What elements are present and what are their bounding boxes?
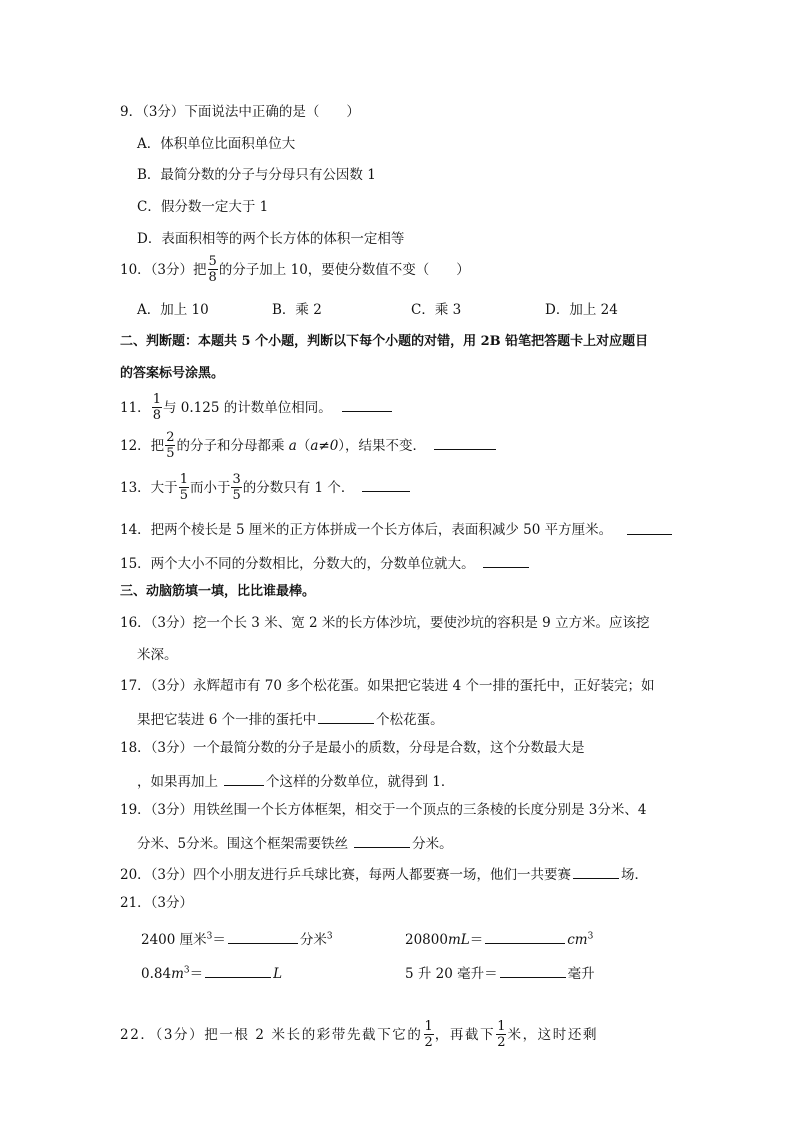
question-12-mid: 的分子和分母都乘: [176, 438, 289, 454]
exponent: 3: [183, 965, 190, 976]
fraction-1-2: [496, 1020, 506, 1049]
exponent: 3: [587, 931, 594, 942]
answer-blank[interactable]: [205, 963, 271, 978]
answer-blank[interactable]: [318, 709, 374, 724]
equals-sign: ＝: [469, 932, 484, 948]
fraction-denominator: 5: [179, 488, 188, 503]
question-10-option-c: C．乘 3: [411, 302, 462, 318]
question-20-post: 场．: [621, 867, 649, 883]
question-13-mid: 而小于: [189, 480, 231, 496]
fraction-2-5: [165, 431, 175, 460]
question-17-line2-pre: 果把它装进 6 个一排的蛋托中: [137, 712, 317, 728]
question-18-line2-pre: ，如果再加上: [137, 774, 218, 790]
question-12-pre: 12．把: [120, 438, 165, 454]
question-11-post: 与 0.125 的计数单位相同。: [162, 400, 332, 416]
question-21-conversion-1: [141, 929, 333, 948]
question-11: [120, 394, 394, 423]
section-2-heading-line2: 的答案标号涂黑。: [120, 366, 225, 381]
equals-sign: ＝: [189, 966, 204, 982]
question-9-option-d: [137, 231, 404, 247]
question-22: [120, 1021, 598, 1050]
exponent: 3: [326, 931, 333, 942]
fraction-numerator: 1: [497, 1019, 506, 1034]
fraction-numerator: 2: [166, 430, 175, 445]
question-19-line2-post: 分米。: [412, 836, 453, 852]
answer-blank[interactable]: [354, 833, 410, 848]
question-22-mid: ，再截下: [434, 1027, 496, 1043]
fraction-denominator: 5: [166, 446, 175, 461]
fraction-3-5: [231, 473, 241, 502]
fraction-denominator: 2: [497, 1035, 506, 1050]
question-17-line2-post: 个松花蛋。: [376, 712, 444, 728]
fraction-numerator: 1: [179, 472, 188, 487]
unit-text: 分米: [299, 932, 327, 948]
section-2-heading-line1: 二、判断题：本题共 5 个小题，判断以下每个小题的对错，用 2B 铅笔把答题卡上对应题目: [120, 334, 649, 349]
equals-sign: ＝: [212, 932, 226, 948]
question-13-post: 的分数只有 1 个．: [242, 480, 355, 496]
question-15-text: 15．两个大小不同的分数相比，分数大的，分数单位就大。: [120, 556, 475, 572]
question-10-option-d: D．加上 24: [545, 302, 618, 318]
fraction-5-8: [208, 255, 218, 284]
question-10-pre: 10．（3分）把: [120, 262, 207, 278]
question-13-pre: 13．大于: [120, 480, 178, 496]
question-16-line2: 米深。: [137, 647, 178, 663]
question-19-line1: 19．（3分）用铁丝围一个长方体框架，相交于一个顶点的三条棱的长度分别是 3分米、4: [120, 802, 647, 818]
unit-text: mL: [447, 932, 470, 948]
unit-text: L: [273, 966, 283, 982]
exponent: 3: [206, 931, 213, 942]
question-17-line2: [137, 709, 444, 728]
fraction-denominator: 5: [232, 488, 241, 503]
fraction-numerator: 1: [424, 1019, 433, 1034]
fraction-1-2: [424, 1020, 434, 1049]
value-text: 20800: [405, 932, 448, 948]
paren-open: （: [296, 438, 311, 454]
question-21-stem: 21．（3分）: [120, 895, 194, 911]
fraction-denominator: 8: [208, 270, 217, 285]
variable-a: a: [288, 438, 297, 454]
question-16-line1: 16．（3分）挖一个长 3 米、宽 2 米的长方体沙坑，要使沙坑的容积是 9 立方米。应该挖: [120, 615, 650, 631]
question-9-option-a: [137, 136, 295, 152]
question-14: [120, 522, 612, 538]
fraction-numerator: 3: [232, 472, 241, 487]
question-21-conversion-4: [405, 963, 595, 982]
value-text: 2400 厘米: [141, 932, 207, 948]
question-10-option-b: B．乘 2: [272, 302, 322, 318]
unit-text: cm: [567, 932, 588, 948]
question-17-line1: 17．（3分）永辉超市有 70 多个松花蛋。如果把它装进 4 个一排的蛋托中，正好装完；如: [120, 678, 655, 694]
question-21-conversion-2: [405, 929, 593, 948]
answer-blank[interactable]: [342, 397, 392, 412]
question-10-option-a: A．加上 10: [137, 302, 209, 318]
answer-blank[interactable]: [228, 929, 298, 944]
question-9-option-c: [137, 199, 268, 215]
question-10-post: 的分子加上 10，要使分数值不变（ ）: [218, 262, 470, 278]
question-21-conversion-3: [141, 963, 282, 982]
option-text: B．最简分数的分子与分母只有公因数 1: [137, 167, 376, 183]
question-9-stem: 9．（3分）下面说法中正确的是（ ）: [120, 104, 360, 120]
fraction-numerator: 1: [152, 392, 161, 407]
question-12-post: ），结果不变．: [338, 438, 427, 454]
answer-blank[interactable]: [500, 963, 566, 978]
section-3-heading: 三、动脑筋填一填，比比谁最棒。: [120, 584, 316, 599]
question-20: [120, 864, 648, 883]
fraction-1-5: [179, 473, 189, 502]
answer-blank[interactable]: [362, 477, 410, 492]
option-text: D．表面积相等的两个长方体的体积一定相等: [137, 231, 405, 247]
unit-text: 毫升: [567, 966, 595, 982]
question-18-line1: 18．（3分）一个最简分数的分子是最小的质数，分母是合数，这个分数最大是: [120, 740, 585, 756]
condition: a≠0: [310, 438, 339, 454]
option-text: A．体积单位比面积单位大: [137, 136, 296, 152]
unit-text: m: [171, 966, 184, 982]
fraction-1-8: [152, 393, 162, 422]
question-9-option-b: [137, 167, 376, 183]
question-12: [120, 432, 498, 461]
answer-blank[interactable]: [573, 864, 619, 879]
question-10: [120, 256, 470, 285]
value-text: 5 升 20 毫升＝: [405, 966, 498, 982]
answer-blank[interactable]: [434, 435, 496, 450]
option-text: C．假分数一定大于 1: [137, 199, 269, 215]
answer-blank[interactable]: [483, 553, 529, 568]
question-9: [120, 104, 360, 120]
question-11-pre: 11．: [120, 400, 151, 416]
question-20-pre: 20．（3分）四个小朋友进行乒乓球比赛，每两人都要赛一场，他们一共要赛: [120, 867, 572, 883]
fraction-numerator: 5: [208, 254, 217, 269]
question-22-pre: 22．（3分）把一根 2 米长的彩带先截下它的: [120, 1027, 423, 1043]
question-15: [120, 553, 531, 572]
question-14-text: 14．把两个棱长是 5 厘米的正方体拼成一个长方体后，表面积减少 50 平方厘米。: [120, 522, 613, 538]
question-19-line2-pre: 分米、5分米。围这个框架需要铁丝: [137, 836, 349, 852]
question-19-line2: [137, 833, 453, 852]
fraction-denominator: 8: [152, 408, 161, 423]
answer-blank[interactable]: [485, 929, 565, 944]
value-text: 0.84: [141, 966, 172, 982]
question-22-post: 米，这时还剩: [507, 1027, 599, 1043]
question-18-line2: [137, 771, 454, 790]
answer-blank[interactable]: [627, 520, 672, 535]
fraction-denominator: 2: [424, 1035, 433, 1050]
question-13: [120, 474, 412, 503]
question-18-line2-post: 个这样的分数单位，就得到 1．: [266, 774, 455, 790]
answer-blank[interactable]: [224, 771, 264, 786]
